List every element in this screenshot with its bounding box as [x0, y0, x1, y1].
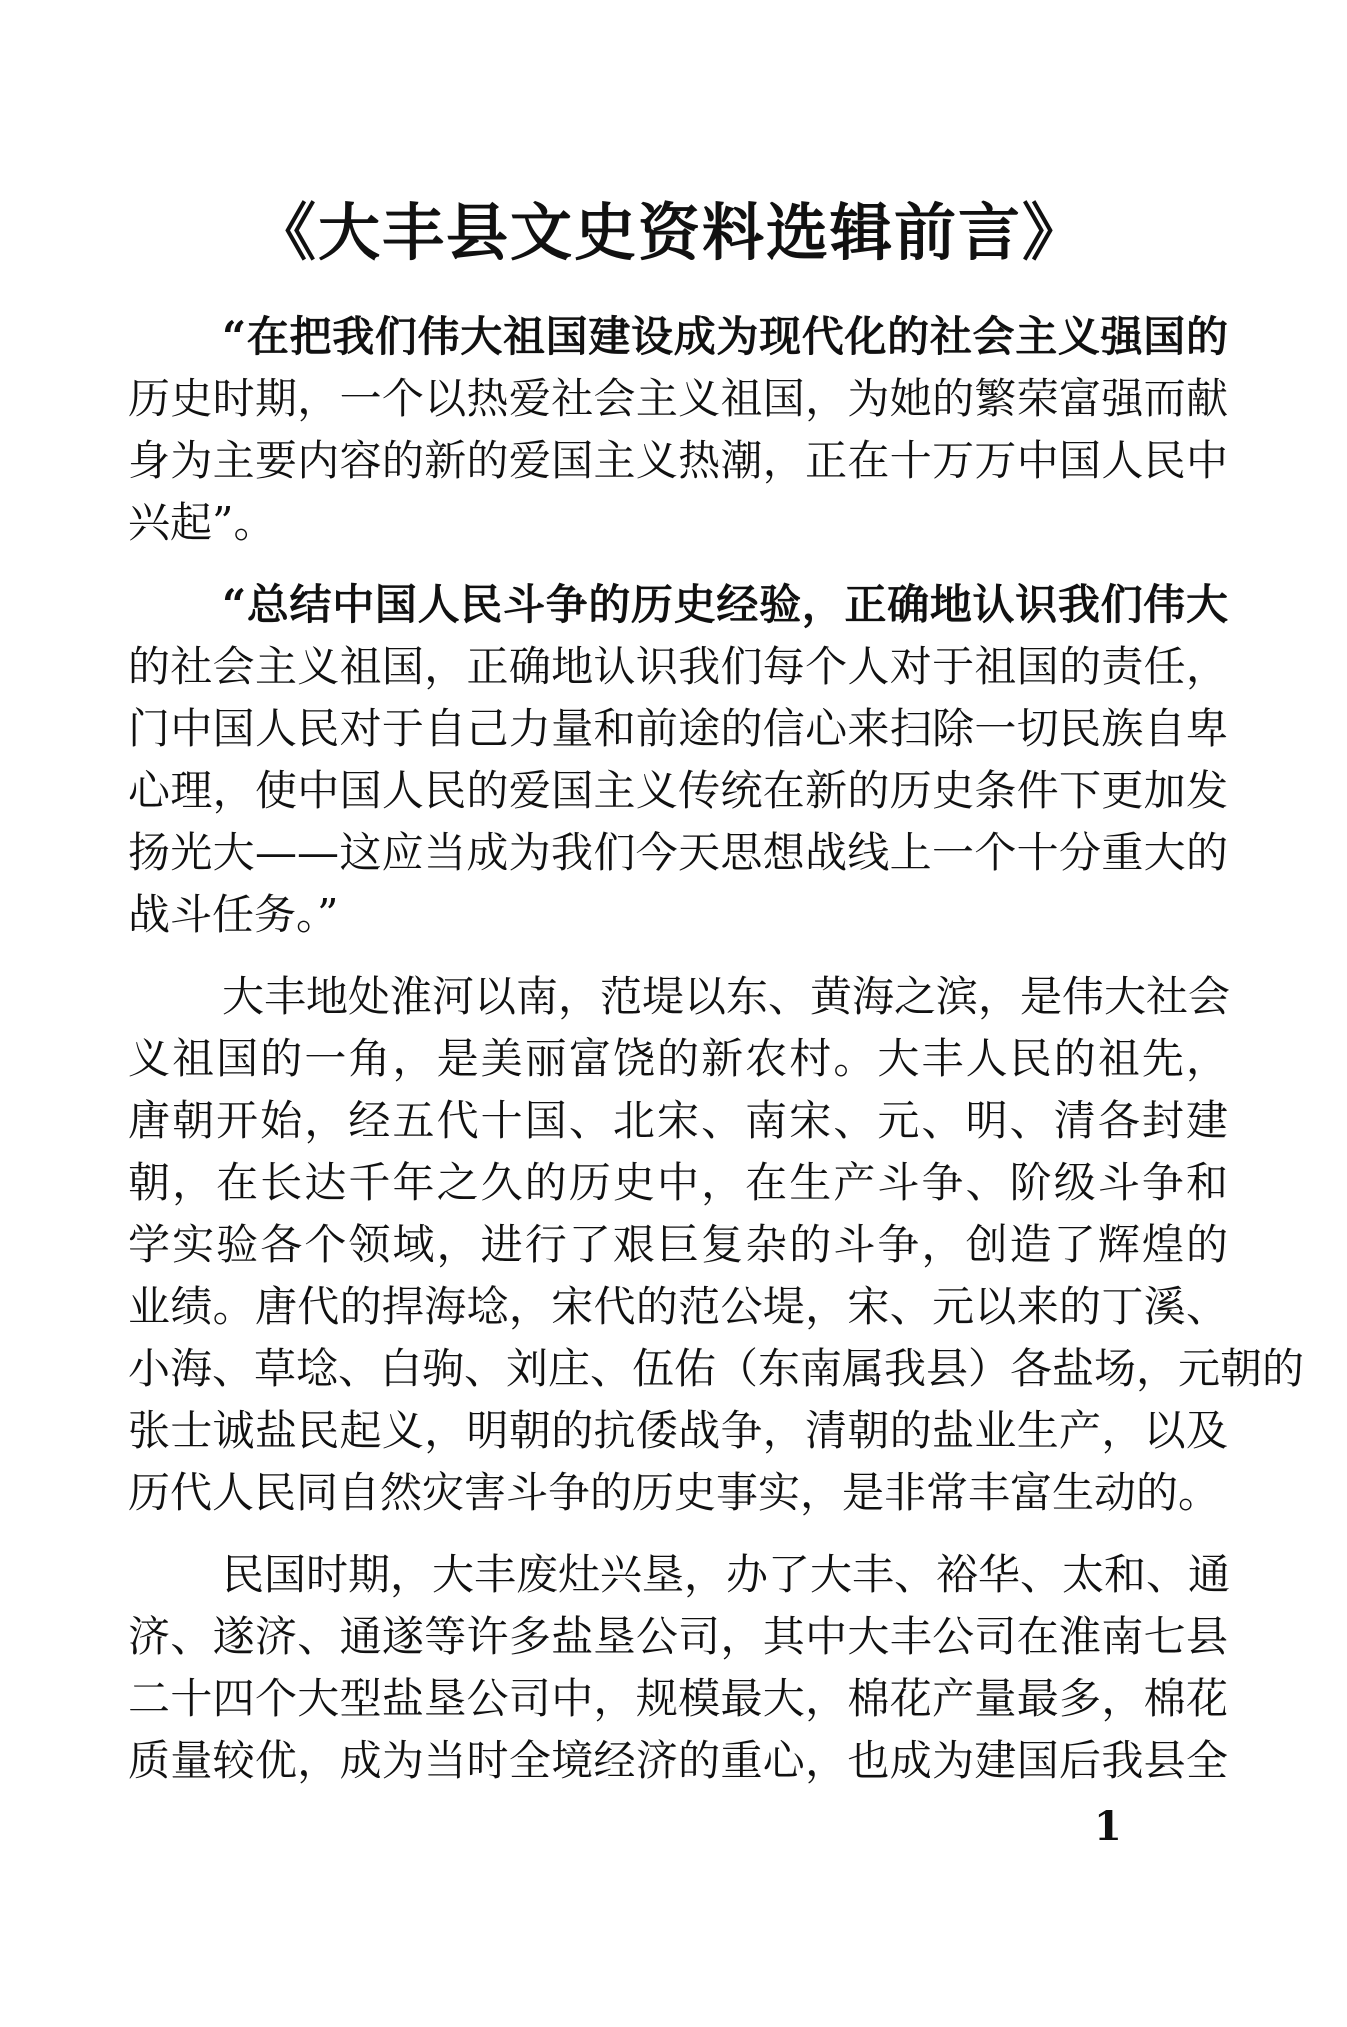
- text-line: 业绩。唐代的捍海埝，宋代的范公堤，宋、元以来的丁溪、: [128, 1282, 1228, 1331]
- paragraph-gap: [128, 946, 1228, 966]
- text-line: 身为主要内容的新的爱国主义热潮，正在十万万中国人民中: [128, 436, 1228, 485]
- text-line: “总结中国人民斗争的历史经验，正确地认识我们伟大: [222, 580, 1228, 629]
- body-text: [128, 306, 1305, 1792]
- text-line: 民国时期，大丰废灶兴垦，办了大丰、裕华、太和、通: [222, 1550, 1231, 1599]
- text-line: 张士诚盐民起义，明朝的抗倭战争，清朝的盐业生产，以及: [128, 1406, 1228, 1455]
- text-line: 唐朝开始，经五代十国、北宋、南宋、元、明、清各封建: [128, 1096, 1228, 1145]
- text-line: 二十四个大型盐垦公司中，规模最大，棉花产量最多，棉花: [128, 1674, 1228, 1723]
- text-line: 济、遂济、通遂等许多盐垦公司，其中大丰公司在淮南七县: [128, 1612, 1228, 1661]
- text-line: 战斗任务。”: [128, 890, 339, 939]
- text-line: 历史时期，一个以热爱社会主义祖国，为她的繁荣富强而献: [128, 374, 1228, 423]
- text-line: 小海、草埝、白驹、刘庄、伍佑（东南属我县）各盐场，元朝的: [128, 1344, 1305, 1393]
- text-line: 心理，使中国人民的爱国主义传统在新的历史条件下更加发: [128, 766, 1228, 815]
- paragraph-gap: [128, 1524, 1228, 1544]
- page-title: 《大丰县文史资料选辑前言》: [253, 196, 1086, 269]
- text-line: 学实验各个领域，进行了艰巨复杂的斗争，创造了辉煌的: [128, 1220, 1228, 1269]
- text-line: 大丰地处淮河以南，范堤以东、黄海之滨，是伟大社会: [222, 972, 1231, 1021]
- text-line: 门中国人民对于自己力量和前途的信心来扫除一切民族自卑: [128, 704, 1228, 753]
- text-line: 的社会主义祖国，正确地认识我们每个人对于祖国的责任，: [128, 642, 1228, 691]
- page-number: 1: [1094, 1803, 1122, 1850]
- text-line: 质量较优，成为当时全境经济的重心，也成为建国后我县全: [128, 1736, 1228, 1785]
- text-line: 义祖国的一角，是美丽富饶的新农村。大丰人民的祖先，: [128, 1034, 1228, 1083]
- text-line: 扬光大——这应当成为我们今天思想战线上一个十分重大的: [128, 828, 1228, 877]
- text-line: 兴起”。: [128, 498, 276, 547]
- text-line: 朝，在长达千年之久的历史中，在生产斗争、阶级斗争和: [128, 1158, 1228, 1207]
- text-line: “在把我们伟大祖国建设成为现代化的社会主义强国的: [222, 312, 1228, 361]
- text-line: 历代人民同自然灾害斗争的历史事实，是非常丰富生动的。: [128, 1468, 1221, 1517]
- paragraph-gap: [128, 554, 1228, 574]
